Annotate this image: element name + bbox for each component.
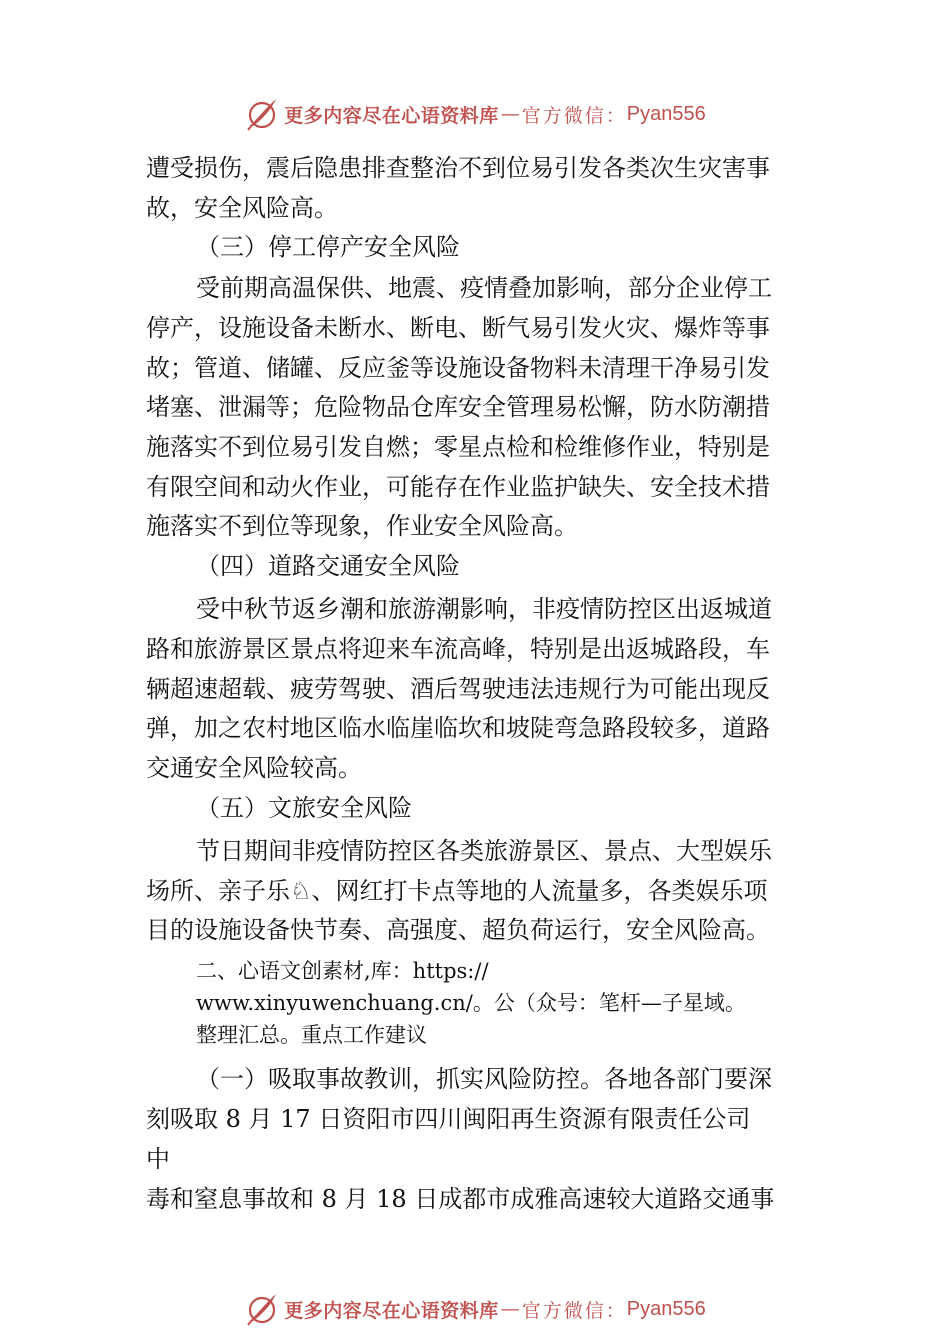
- body-line: 受前期高温保供、地震、疫情叠加影响，部分企业停工: [196, 274, 772, 302]
- body-line: 中: [146, 1145, 170, 1173]
- body-line: 停产，设施设备未断水、断电、断气易引发火灾、爆炸等事: [146, 314, 770, 342]
- body-line: 遭受损伤，震后隐患排查整治不到位易引发各类次生灾害事: [146, 154, 770, 182]
- body-line: 有限空间和动火作业，可能存在作业监护缺失、安全技术措: [146, 473, 770, 501]
- header-banner: [0, 94, 950, 134]
- body-line: （一）吸取事故教训，抓实风险防控。各地各部门要深: [196, 1065, 772, 1093]
- body-line: 交通安全风险较高。: [146, 754, 362, 782]
- banner-wechat-id: Pyan556: [626, 1297, 706, 1320]
- banner-separator: —: [500, 1298, 520, 1320]
- banner-wechat-label: 官方微信：: [521, 104, 627, 127]
- section-heading-link-line: 二、心语文创素材,库：https://: [196, 959, 489, 983]
- body-line: 路和旅游景区景点将迎来车流高峰，特别是出返城路段，车: [146, 635, 770, 663]
- body-line: 弹，加之农村地区临水临崖临坎和坡陡弯急路段较多，道路: [146, 714, 770, 742]
- body-line: 受中秋节返乡潮和旅游潮影响，非疫情防控区出返城道: [196, 595, 772, 623]
- watermark-url-line: www.xinyuwenchuang.cn/。公（众号：笔杆—子星域。: [196, 991, 746, 1015]
- banner-text: 更多内容尽在心语资料库: [284, 1299, 499, 1322]
- footer-banner: [0, 1289, 950, 1329]
- body-line: 毒和窒息事故和 8 月 18 日成都市成雅高速较大道路交通事: [146, 1185, 775, 1213]
- banner-separator: —: [500, 103, 520, 125]
- body-line: 节日期间非疫情防控区各类旅游景区、景点、大型娱乐: [196, 837, 772, 865]
- section-heading: 整理汇总。重点工作建议: [196, 1023, 427, 1047]
- body-line: 施落实不到位易引发自燃；零星点检和检维修作业，特别是: [146, 433, 770, 461]
- body-line: 故，安全风险高。: [146, 194, 338, 222]
- section-heading: （四）道路交通安全风险: [196, 552, 460, 580]
- quill-pen-logo-icon: [244, 1291, 280, 1327]
- section-heading: （三）停工停产安全风险: [196, 233, 460, 261]
- body-line: 辆超速超载、疲劳驾驶、酒后驾驶违法违规行为可能出现反: [146, 675, 770, 703]
- body-line: 故；管道、储罐、反应釜等设施设备物料未清理干净易引发: [146, 354, 770, 382]
- banner-text: 更多内容尽在心语资料库: [284, 104, 499, 127]
- banner-wechat-id: Pyan556: [626, 102, 706, 125]
- banner-wechat-label: 官方微信：: [521, 1299, 627, 1322]
- body-line: 堵塞、泄漏等；危险物品仓库安全管理易松懈，防水防潮措: [146, 393, 770, 421]
- body-line: 目的设施设备快节奏、高强度、超负荷运行，安全风险高。: [146, 916, 770, 944]
- section-heading: （五）文旅安全风险: [196, 794, 412, 822]
- body-line: 刻吸取 8 月 17 日资阳市四川闽阳再生资源有限责任公司: [146, 1105, 751, 1133]
- body-line: 场所、亲子乐♘、网红打卡点等地的人流量多，各类娱乐项: [146, 877, 768, 905]
- body-line: 施落实不到位等现象，作业安全风险高。: [146, 512, 578, 540]
- quill-pen-logo-icon: [244, 96, 280, 132]
